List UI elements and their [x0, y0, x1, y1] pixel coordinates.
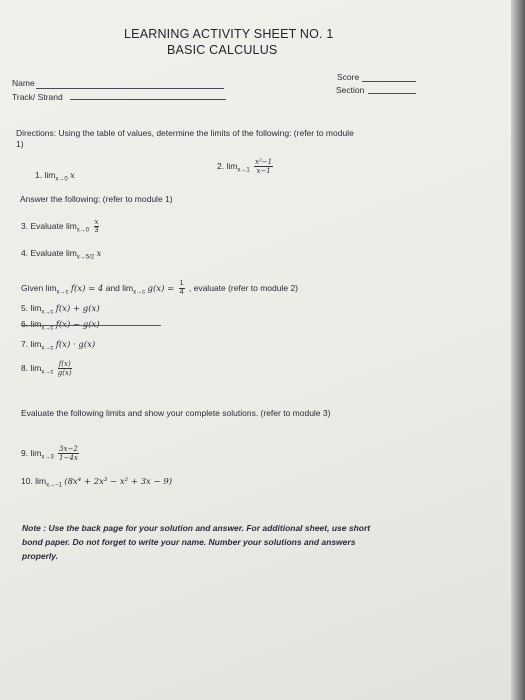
- answer-heading: Answer the following: (refer to module 1): [20, 194, 173, 204]
- section-underline: [368, 93, 416, 94]
- note-line-3: properly.: [22, 551, 59, 561]
- strikethrough-mark: [21, 325, 161, 326]
- note-line-1: Note : Use the back page for your solution and answer. For additional sheet, use short: [22, 523, 371, 533]
- sheet-subtitle: BASIC CALCULUS: [167, 43, 278, 57]
- question-7: 7. $\lim_{x\to c} f(x) \cdot g(x)$: [21, 339, 96, 352]
- track-label: Track/ Strand: [12, 92, 63, 102]
- score-underline: [362, 81, 416, 82]
- section-label: Section: [336, 85, 365, 95]
- question-10: 10. $\lim_{x\to-1} (8x^4 + 2x^3 - x^2 + 3x - 9)$: [21, 476, 173, 489]
- name-underline: [36, 88, 224, 89]
- directions-text: Directions: Using the table of values, determine the limits of the following: (refer to module: [16, 128, 354, 138]
- directions-text-cont: 1): [16, 139, 24, 149]
- question-9: 9. $\lim_{x\to 3}$ $\frac{3x-2}{1-4x}$: [21, 445, 78, 462]
- page-edge-shadow: [511, 0, 525, 700]
- question-4: 4. Evaluate $\lim_{x\to 5/2} x$: [21, 248, 102, 261]
- score-label: Score: [337, 72, 360, 82]
- question-2: 2. $\lim_{x\to 1}$ $\frac{\text{x²−1}}{x-1}$: [217, 158, 273, 175]
- name-label: Name: [12, 78, 35, 88]
- question-5: 5. $\lim_{x\to c} f(x) + g(x)$: [21, 303, 100, 316]
- question-1: 1. $\lim_{x\to 0} x$: [35, 170, 75, 183]
- evaluate-heading: Evaluate the following limits and show your complete solutions. (refer to module 3): [21, 408, 331, 418]
- note-line-2: bond paper. Do not forget to write your name. Number your solutions and answers: [22, 537, 356, 547]
- question-6: 6. $\lim_{x\to c} f(x) - g(x)$: [21, 319, 100, 332]
- question-3: 3. Evaluate $\lim_{x\to 0}$ $\frac{x}{3}$: [21, 218, 99, 234]
- track-underline: [70, 99, 226, 100]
- question-8: 8. $\lim_{x\to c}$ $\frac{f(x)}{g(x)}$: [21, 360, 72, 377]
- given-statement: Given $\lim_{x\to c} f(x) = 4$ and $\lim_{x\to c} g(x)$ = $\frac{1}{4}$ , evaluate (refer to module 2): [21, 280, 299, 296]
- sheet-title: LEARNING ACTIVITY SHEET NO. 1: [124, 27, 334, 41]
